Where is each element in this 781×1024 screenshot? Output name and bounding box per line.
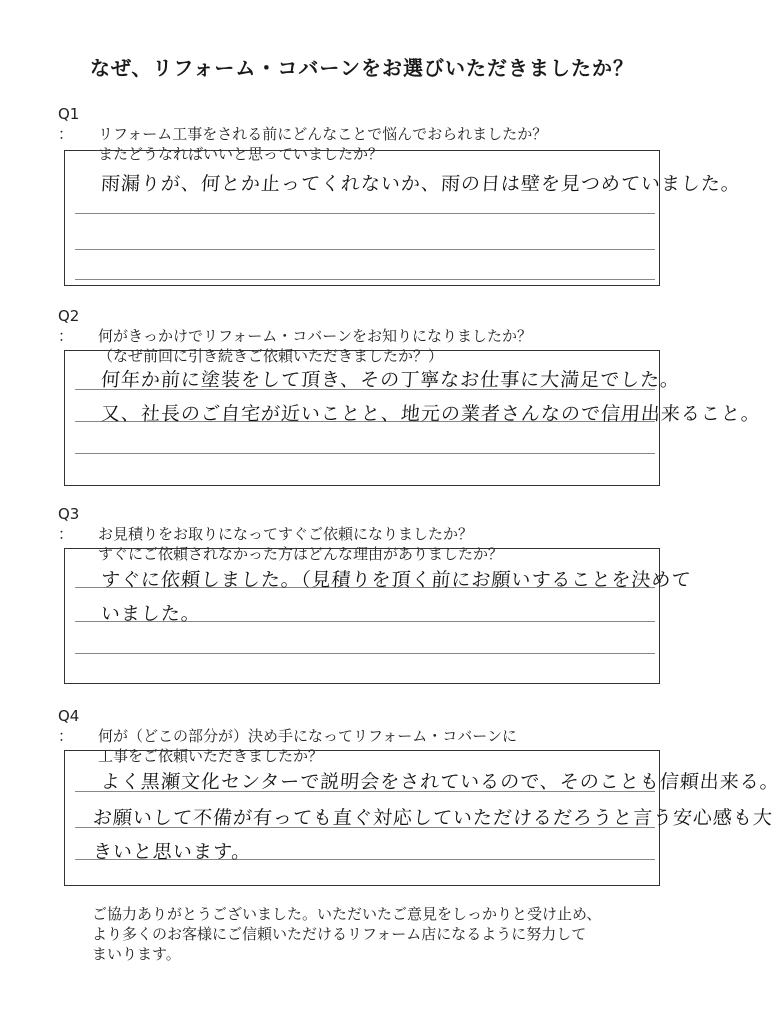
- answer-box-1: [64, 150, 742, 286]
- question-text-line2: （なぜ前回に引き続きご依頼いただきましたか？）: [98, 347, 444, 365]
- handwritten-answer-line: 又、社長のご自宅が近いことと、地元の業者さんなので信用出来ること。: [100, 403, 762, 425]
- handwritten-answer-line: よく黒瀬文化センターで説明会をされているので、そのことも信頼出来る。: [100, 771, 781, 793]
- page-title: なぜ、リフォーム・コバーンをお選びいただきましたか？: [90, 56, 634, 80]
- closing-message: [92, 904, 672, 964]
- ruled-line: [75, 453, 655, 454]
- ruled-line: [75, 279, 655, 280]
- handwritten-answer-line: いました。: [100, 603, 202, 625]
- question-text-line2: すぐにご依頼されなかった方はどんな理由がありましたか？: [98, 545, 504, 563]
- handwritten-answer-line: すぐに依頼しました。（見積りを頂く前にお願いすることを決めて: [100, 569, 693, 591]
- question-number: Q1 ：: [58, 105, 80, 143]
- answer-box-2: [64, 350, 762, 486]
- question-text-line2: 工事をご依頼いただきましたか？: [98, 747, 324, 765]
- ruled-line: [75, 213, 655, 214]
- answer-box-4: [64, 750, 781, 886]
- question-text-line1: リフォーム工事をされる前にどんなことで悩んでおられましたか？: [98, 125, 548, 143]
- question-number: Q3 ：: [58, 505, 80, 543]
- handwritten-answer-line: 雨漏りが、何とか止ってくれないか、雨の日は壁を見つめていました。: [100, 173, 742, 195]
- question-text-line1: 何がきっかけでリフォーム・コバーンをお知りになりましたか？: [98, 327, 532, 345]
- question-text-line1: お見積りをお取りになってすぐご依頼になりましたか？: [98, 525, 474, 543]
- handwritten-answer-line: きいと思います。: [92, 841, 253, 863]
- question-number: Q4 ：: [58, 707, 80, 745]
- closing-line: まいります。: [92, 945, 181, 963]
- ruled-line: [75, 653, 655, 654]
- answer-box-3: [64, 548, 693, 684]
- question-number: Q2 ：: [58, 307, 80, 345]
- closing-line: より多くのお客様にご信頼いただけるリフォーム店になるように努力して: [92, 925, 587, 943]
- closing-line: ご協力ありがとうございました。いただいたご意見をしっかりと受け止め、: [92, 905, 602, 923]
- question-text-line2: またどうなればいいと思っていましたか？: [98, 145, 384, 163]
- handwritten-answer-line: 何年か前に塗装をして頂き、その丁寧なお仕事に大満足でした。: [100, 369, 681, 391]
- question-text-line1: 何が（どこの部分が）決め手になってリフォーム・コバーンに: [98, 727, 517, 745]
- handwritten-answer-line: お願いして不備が有っても直ぐ対応していただけるだろうと言う安心感も大: [92, 807, 774, 829]
- ruled-line: [75, 249, 655, 250]
